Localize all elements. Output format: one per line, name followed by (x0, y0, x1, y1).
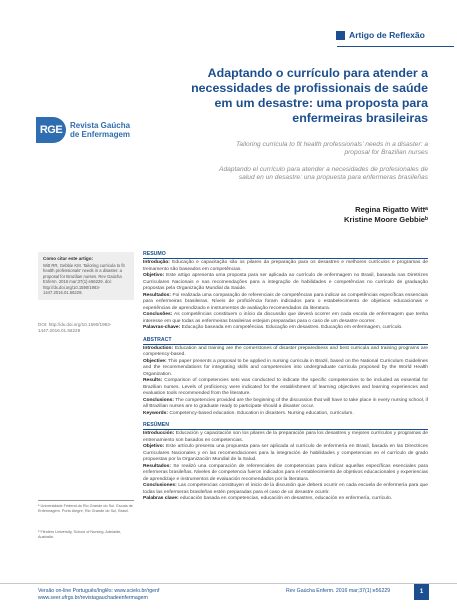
abstract-text: Educação baseada em competências. Educação em desastres. Educação em enfermagem, currículo. (180, 325, 403, 330)
abstract-text: Las competencias constituyen el inicio de la discusión que deberá ocurrir en cada escuela de enfermería para que todas las enfermeras brasileñas estén preparadas para el caso de un desastre ocurrir. (143, 483, 428, 495)
section-divider (337, 46, 454, 47)
abstract-heading: ABSTRACT (143, 336, 172, 343)
journal-name-line2: de Enfermagem (70, 130, 131, 139)
abstract-label: Objetivo: (143, 273, 165, 278)
abstract-label: Conclusiones: (143, 483, 177, 488)
abstract-label: Introducción: (143, 431, 175, 436)
abstract-label: Objective: (143, 358, 167, 364)
affiliation-footnote-a: ᵃ Universidade Federal do Rio Grande do Sul. Escola de Enfermagem. Porto Alegre, Rio Grande do Sul, Brasil. (38, 504, 133, 514)
abstract-text: Comparison of competencies sets was conducted to indicate the specific competencies to be included as essential for Brazilian nurses. Levels of proficiency were indicated for the establishment of learning objectives and learning experiences and evaluation tools recommended from the literature. (143, 378, 428, 396)
abstract-text: Educación y capacitación son los pilares de la preparación para los desastres y mejores currículos y programas de entrenamiento son basados en competencias. (143, 431, 428, 443)
abstract-label: Objetivo: (143, 444, 165, 449)
abstracts-column (143, 251, 428, 508)
footnote-divider (38, 500, 134, 501)
abstract-text: As competências constituem o início da discussão que deverá ocorrer em cada escola de enfermagem que tenha interesse em que todas as enfermeiras brasileiras estejam preparadas para o caso de um desastre ocorrer. (143, 312, 428, 324)
abstract-heading-rule (143, 344, 428, 345)
subtitle-english: Tailoring curricula to fit health professionals' needs in a disaster: a proposal for Brazilian nurses (236, 141, 428, 156)
abstract-paragraph (143, 483, 428, 496)
abstract-paragraph (143, 273, 428, 293)
affiliation-footnote-b: ᵇ Flinders University, School of Nursing. Adelaide, Australia. (38, 530, 122, 540)
abstract-text: This paper presents a proposal to be applied in nursing curricula in Brazil, based on the National Curriculum Guidelines and the recommendations for integrating skills and competencies into undergraduate curricula proposed by the World Health Organization. (143, 358, 428, 377)
abstract-label: Keywords: (143, 410, 169, 416)
abstract-text: Se realizó una comparación de referenciales de competencias para indicar aquellas específicas esenciales para enfermeras brasileñas. Niveles de competencia fueron indicados para el establecimiento de objetivos educacionales y experiencias de aprendizaje e instrumentos de evaluación recomendados por la literatura. (143, 463, 428, 482)
section-label (336, 28, 454, 42)
abstract-label: Conclusions: (143, 397, 174, 403)
abstract-heading-rule (143, 429, 428, 430)
journal-logo (36, 114, 136, 146)
citation-box (38, 252, 134, 300)
abstract-english (143, 337, 428, 418)
footer-divider (0, 583, 457, 584)
abstract-label: Palabras clave: (143, 496, 179, 501)
abstract-label: Introduction: (143, 345, 174, 351)
abstract-text: Este artículo presenta una propuesta para ser aplicada al currículo de enfermería en Brasil, basada en las Directrices Curriculares Nacionales y en las recomendaciones para la integración de habilidades y competencias en el currículo de grado propuestas por la Organización Mundial de la Salud. (143, 444, 428, 462)
doi-link[interactable]: DOI: http://dx.doi.org/10.1590/1983-1447.2016.01.56229 (38, 322, 112, 334)
square-bullet-icon (336, 31, 345, 40)
abstract-paragraph (143, 312, 428, 325)
citation-text: Witt RR, Gebbie KM. Tailoring curricula to fit health professionals' needs in a disaster: a proposal for Brazilian nurses. Rev Gaúcha Enferm. 2016 mar;37(1):e56229. doi: http://dx.doi.org/10.1590/1983-1447.2016.01.56229. (43, 263, 125, 296)
abstract-paragraph (143, 260, 428, 273)
abstract-text: educación basada en competencias, educación en desastres, educación en enfermería, currículo. (178, 496, 393, 501)
abstract-text: Education and training are the cornerstones of disaster preparedness and best curricula and training programs are competency-based. (143, 345, 428, 357)
abstract-text: The competencies provided are the beginning of the discussion that will have to take place in every nursing school, if all Brazilian nurses are to graduate ready to participate should a disaster occur. (143, 397, 428, 409)
abstract-label: Resultados: (143, 292, 171, 298)
author-name: Regina Rigatto Wittᵃ (355, 205, 428, 214)
abstract-label: Results: (143, 378, 163, 383)
abstract-paragraph (143, 325, 428, 332)
abstract-text: Este artigo apresenta uma proposta para ser aplicada ao currículo de enfermagem no Brasil, baseada nas Diretrizes Curriculares Nacionais e nas recomendações para a integração de habilidades e competências no currículo de graduação propostas pela Organização Mundial da Saúde. (143, 273, 428, 291)
footer-links (38, 588, 159, 602)
abstract-heading: RESÚMEN (143, 422, 169, 428)
article-title: Adaptando o currículo para atender a necessidades de profissionais de saúde em um desastre: uma proposta para enfermeiras brasileiras (191, 66, 428, 125)
subtitle-spanish: Adaptando el currículo para atender a necesidades de profesionales de salud en un desastre: una propuesta para enfermeras brasileñas (219, 166, 428, 181)
abstract-spanish (143, 422, 428, 503)
abstract-heading: RESUMO (143, 251, 166, 257)
journal-name-line1: Revista Gaúcha (70, 121, 131, 130)
abstract-paragraph (143, 378, 428, 398)
abstract-paragraph (143, 431, 428, 444)
abstract-text: Educação e capacitação são os pilares da preparação para os desastres e melhores currículos e programas de treinamento são baseados em competências. (143, 260, 428, 272)
author-name: Kristine Moore Gebbieᵇ (344, 215, 428, 224)
journal-name (70, 121, 130, 139)
abstract-paragraph (143, 444, 428, 464)
abstract-text: Foi realizada uma comparação de referenciais de competências para indicar as competências específicas essenciais para enfermeiras brasileiras. Níveis de proficiência foram indicados para o estabelecimento de objetivos educacionais e experiências de aprendizado e instrumentos de avaliação recomendados da literatura. (143, 292, 428, 311)
abstract-heading-rule (143, 258, 428, 259)
abstract-paragraph (143, 411, 428, 418)
abstract-paragraph (143, 359, 428, 379)
citation-heading: Como citar este artigo: (43, 256, 94, 261)
abstract-portuguese (143, 251, 428, 332)
abstract-paragraph (143, 464, 428, 484)
abstract-label: Resultados: (143, 463, 171, 469)
abstract-paragraph (143, 496, 428, 503)
page-number: 1 (414, 584, 429, 600)
abstract-paragraph (143, 293, 428, 313)
abstract-text: Competency-based education. Education in disasters. Nursing education, curriculum. (168, 410, 354, 416)
abstract-paragraph (143, 346, 428, 359)
author-list (280, 205, 428, 225)
journal-reference: Rev Gaúcha Enferm. 2016 mar;37(1):e56229 (286, 588, 391, 594)
abstract-label: Conclusões: (143, 312, 173, 317)
abstract-label: Introdução: (143, 260, 170, 265)
abstract-label: Palavras-chave: (143, 325, 181, 330)
abstract-paragraph (143, 398, 428, 411)
journal-site-link[interactable]: www.seer.ufrgs.br/revistagauchadeenfermagem (38, 595, 148, 602)
online-version-link[interactable]: Versão on-line Português/Inglês: www.scielo.br/rgenf (38, 588, 160, 594)
section-label-text: Artigo de Reflexão (349, 30, 425, 40)
rge-logo-mark: RGE (36, 117, 66, 143)
